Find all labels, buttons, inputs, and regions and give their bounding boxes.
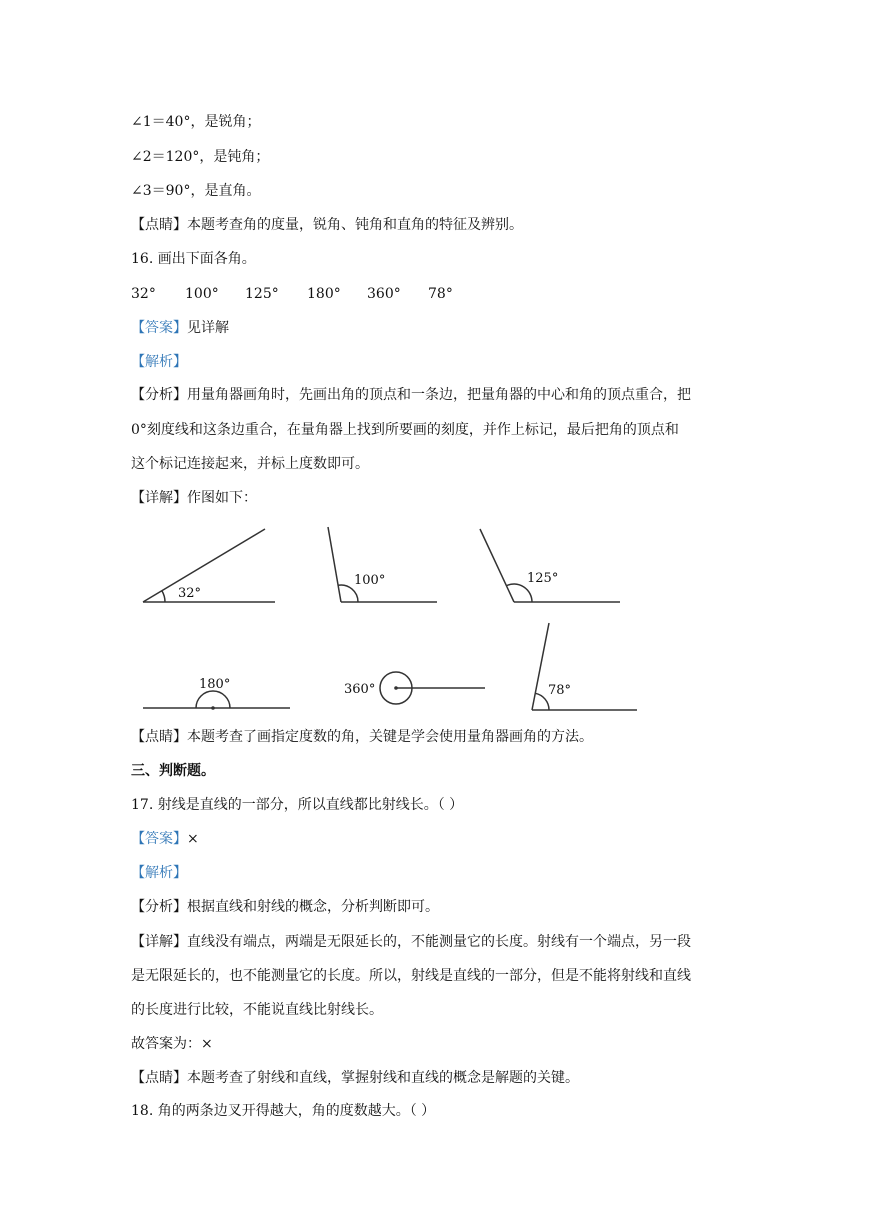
- dianjing-15: 【点睛】本题考查角的度量，锐角、钝角和直角的特征及辨别。: [131, 217, 523, 233]
- angle-value: 125°: [245, 286, 279, 302]
- q18-question: 18. 角的两条边叉开得越大，角的度数越大。（ ）: [131, 1103, 436, 1119]
- q17-conclusion: 故答案为：×: [131, 1036, 213, 1052]
- q16-analysis-tag: 【解析】: [131, 354, 187, 370]
- angle-label: 125°: [527, 571, 559, 586]
- answer-text: ×: [187, 831, 199, 847]
- q17-xiangjie-line3: 的长度进行比较，不能说直线比射线长。: [131, 1002, 383, 1018]
- q16-angle-list: [131, 285, 453, 303]
- q17-question: 17. 射线是直线的一部分，所以直线都比射线长。（ ）: [131, 797, 464, 813]
- angle-label: 360°: [344, 682, 376, 697]
- angle1-result: ∠1＝40°，是锐角；: [131, 114, 261, 130]
- q16-xiangjie: 【详解】作图如下：: [131, 490, 257, 506]
- angle-label: 32°: [178, 586, 202, 601]
- q16-fenxi-line1: 【分析】用量角器画角时，先画出角的顶点和一条边，把量角器的中心和角的顶点重合，把: [131, 387, 691, 403]
- angle-value: 78°: [428, 286, 453, 302]
- answer-tag: 【答案】: [131, 831, 187, 847]
- angle-value: 180°: [307, 286, 341, 302]
- angle-78-figure: [532, 623, 637, 710]
- angle-figures: [0, 520, 869, 720]
- angle-label: 180°: [199, 677, 231, 692]
- angle-180-figure: [143, 677, 290, 710]
- angle-value: 360°: [367, 286, 401, 302]
- q17-analysis-tag: 【解析】: [131, 865, 187, 881]
- angle-value: 100°: [185, 286, 219, 302]
- angle-125-figure: [480, 529, 620, 602]
- q17-dianjing: 【点睛】本题考查了射线和直线，掌握射线和直线的概念是解题的关键。: [131, 1070, 579, 1086]
- angle2-result: ∠2＝120°，是钝角；: [131, 149, 270, 165]
- q17-answer: [131, 830, 199, 848]
- q17-fenxi: 【分析】根据直线和射线的概念，分析判断即可。: [131, 899, 439, 915]
- q16-fenxi-line2: 0°刻度线和这条边重合，在量角器上找到所要画的刻度，并作上标记，最后把角的顶点和: [131, 422, 679, 438]
- angle-value: 32°: [131, 286, 156, 302]
- answer-tag: 【答案】: [131, 320, 187, 336]
- angle-32-figure: [143, 529, 275, 602]
- q16-question: 16. 画出下面各角。: [131, 251, 256, 267]
- section-heading: 三、判断题。: [131, 763, 215, 779]
- angle3-result: ∠3＝90°，是直角。: [131, 183, 261, 199]
- angle-360-figure: [344, 672, 485, 704]
- answer-text: 见详解: [187, 320, 229, 336]
- angle-100-figure: [328, 527, 437, 602]
- q16-dianjing: 【点睛】本题考查了画指定度数的角，关键是学会使用量角器画角的方法。: [131, 729, 593, 745]
- q17-xiangjie-line2: 是无限延长的，也不能测量它的长度。所以，射线是直线的一部分，但是不能将射线和直线: [131, 968, 691, 984]
- angle-label: 100°: [354, 573, 386, 588]
- q16-answer: [131, 319, 229, 337]
- q16-fenxi-line3: 这个标记连接起来，并标上度数即可。: [131, 456, 369, 472]
- q17-xiangjie-line1: 【详解】直线没有端点，两端是无限延长的，不能测量它的长度。射线有一个端点，另一段: [131, 934, 691, 950]
- angle-label: 78°: [548, 683, 572, 698]
